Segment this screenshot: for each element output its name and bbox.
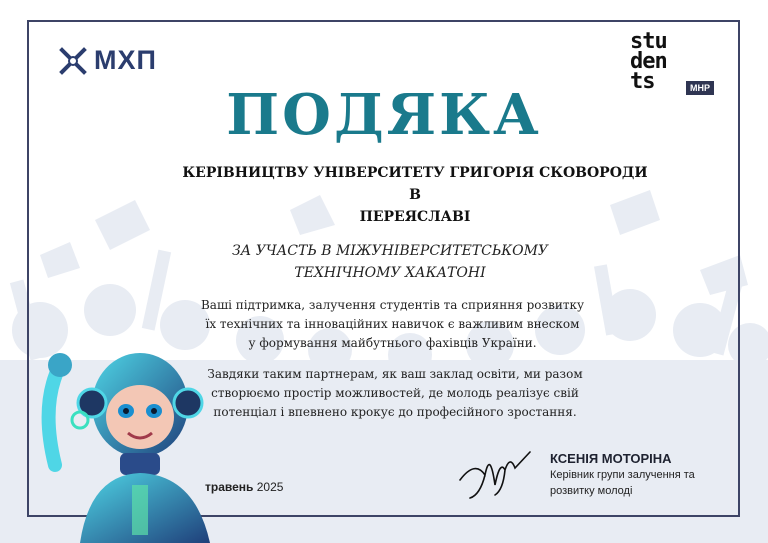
date-month: травень bbox=[205, 480, 254, 494]
students-logo-badge: МНР bbox=[686, 81, 714, 95]
windmill-icon bbox=[58, 46, 88, 76]
award-reason bbox=[180, 240, 600, 284]
paragraph-line: створюємо простір можливостей, де молодь реалізує свій bbox=[211, 386, 579, 400]
signer-name: КСЕНІЯ МОТОРІНА bbox=[550, 451, 672, 466]
paragraph-line: потенціал і впевнено крокує до професійного зростання. bbox=[213, 405, 577, 419]
paragraph-line: Завдяки таким партнерам, як ваш заклад освіти, ми разом bbox=[207, 367, 583, 381]
mhp-logo-text: МХП bbox=[94, 45, 157, 75]
award-reason-line-2: ТЕХНІЧНОМУ ХАКАТОНІ bbox=[294, 265, 486, 281]
signer-role bbox=[550, 467, 720, 499]
paragraph-line: у формування майбутнього фахівців України. bbox=[248, 336, 537, 350]
signer-role-line-1: Керівник групи залучення та bbox=[550, 469, 695, 481]
recipient bbox=[180, 162, 650, 228]
handwritten-signature bbox=[455, 440, 535, 500]
mhp-logo bbox=[58, 45, 157, 76]
certificate-title: ПОДЯКА bbox=[226, 82, 542, 148]
students-logo-line-1: stu bbox=[630, 29, 667, 54]
date-year: 2025 bbox=[256, 480, 284, 494]
paragraph-line: їх технічних та інноваційних навичок є важливим внеском bbox=[205, 317, 580, 331]
students-logo-line-2: den bbox=[630, 49, 667, 74]
robot-mascot-illustration bbox=[20, 345, 250, 543]
recipient-line-2: ПЕРЕЯСЛАВІ bbox=[359, 209, 471, 225]
thanks-paragraph-1 bbox=[195, 296, 590, 353]
paragraph-line: Ваші підтримка, залучення студентів та сприяння розвитку bbox=[200, 298, 585, 312]
signer-role-line-2: розвитку молоді bbox=[550, 485, 633, 497]
recipient-line-1: КЕРІВНИЦТВУ УНІВЕРСИТЕТУ ГРИГОРІЯ СКОВОРОДИ В bbox=[182, 165, 648, 203]
award-reason-line-1: ЗА УЧАСТЬ В МІЖУНІВЕРСИТЕТСЬКОМУ bbox=[231, 243, 549, 259]
certificate-date bbox=[205, 480, 283, 494]
thanks-paragraph-2 bbox=[195, 365, 595, 422]
students-logo-line-3: ts bbox=[630, 69, 655, 94]
